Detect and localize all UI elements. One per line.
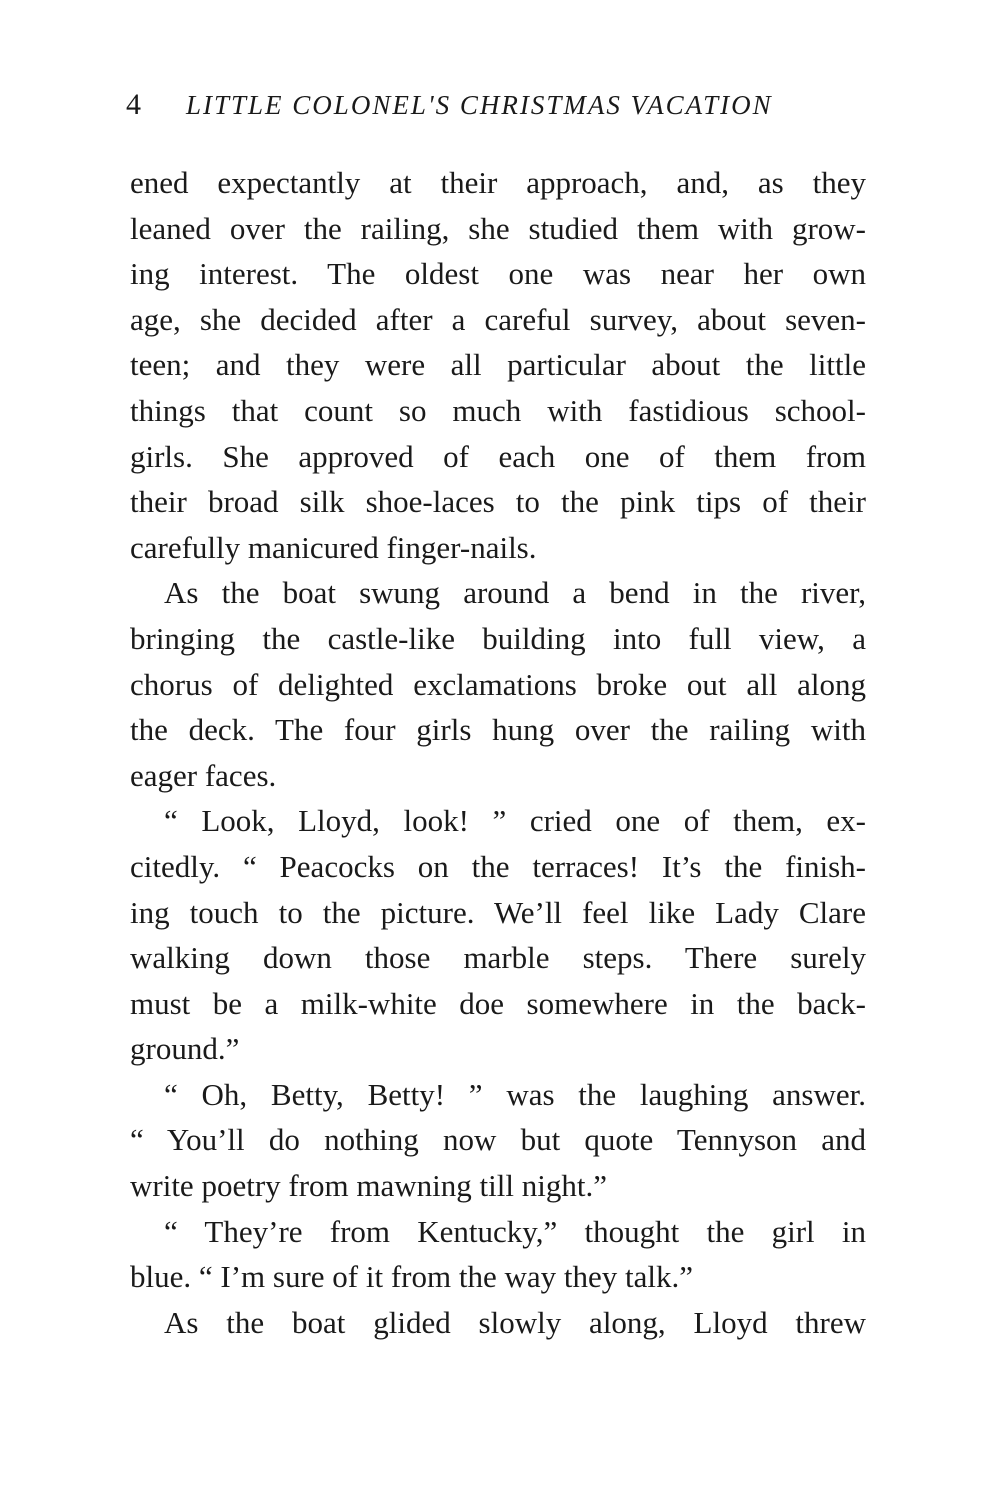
text-line: As the boat glided slowly along, Lloyd threw (164, 1304, 866, 1340)
text-line: leaned over the railing, she studied them with grow- (130, 210, 866, 246)
text-line: eager faces. (130, 757, 277, 793)
text-line: blue. “ I’m sure of it from the way they talk.” (130, 1259, 693, 1295)
text-line: their broad silk shoe-laces to the pink tips of their (130, 484, 866, 520)
text-line: chorus of delighted exclamations broke out all along (130, 666, 866, 702)
running-title: LITTLE COLONEL'S CHRISTMAS VACATION (186, 90, 773, 120)
page-number: 4 (126, 88, 143, 121)
text-line: ened expectantly at their approach, and, as they (130, 165, 866, 200)
text-line: things that count so much with fastidious school- (130, 392, 866, 428)
text-line: carefully manicured finger-nails. (130, 529, 537, 565)
text-line: ground.” (130, 1031, 240, 1067)
text-line: write poetry from mawning till night.” (130, 1168, 607, 1204)
text-line: citedly. “ Peacocks on the terraces! It’s the finish- (130, 848, 866, 884)
text-line: “ They’re from Kentucky,” thought the girl in (164, 1213, 866, 1249)
text-line: teen; and they were all particular about the little (130, 347, 866, 383)
body-text (130, 160, 866, 1345)
text-line: ing touch to the picture. We’ll feel like Lady Clare (130, 894, 866, 930)
text-line: girls. She approved of each one of them from (130, 438, 866, 474)
text-line: must be a milk-white doe somewhere in the back- (130, 985, 866, 1021)
text-line: As the boat swung around a bend in the river, (164, 575, 866, 611)
text-line: “ Look, Lloyd, look! ” cried one of them, ex- (164, 803, 866, 839)
running-head (126, 88, 866, 132)
text-line: “ Oh, Betty, Betty! ” was the laughing answer. (164, 1076, 866, 1112)
text-line: age, she decided after a careful survey, about seven- (130, 301, 866, 337)
text-line: walking down those marble steps. There surely (130, 940, 866, 976)
text-line: bringing the castle-like building into full view, a (130, 620, 866, 656)
text-line: the deck. The four girls hung over the railing with (130, 712, 866, 748)
text-line: “ You’ll do nothing now but quote Tennyson and (130, 1122, 866, 1158)
text-line: ing interest. The oldest one was near her own (130, 256, 866, 292)
